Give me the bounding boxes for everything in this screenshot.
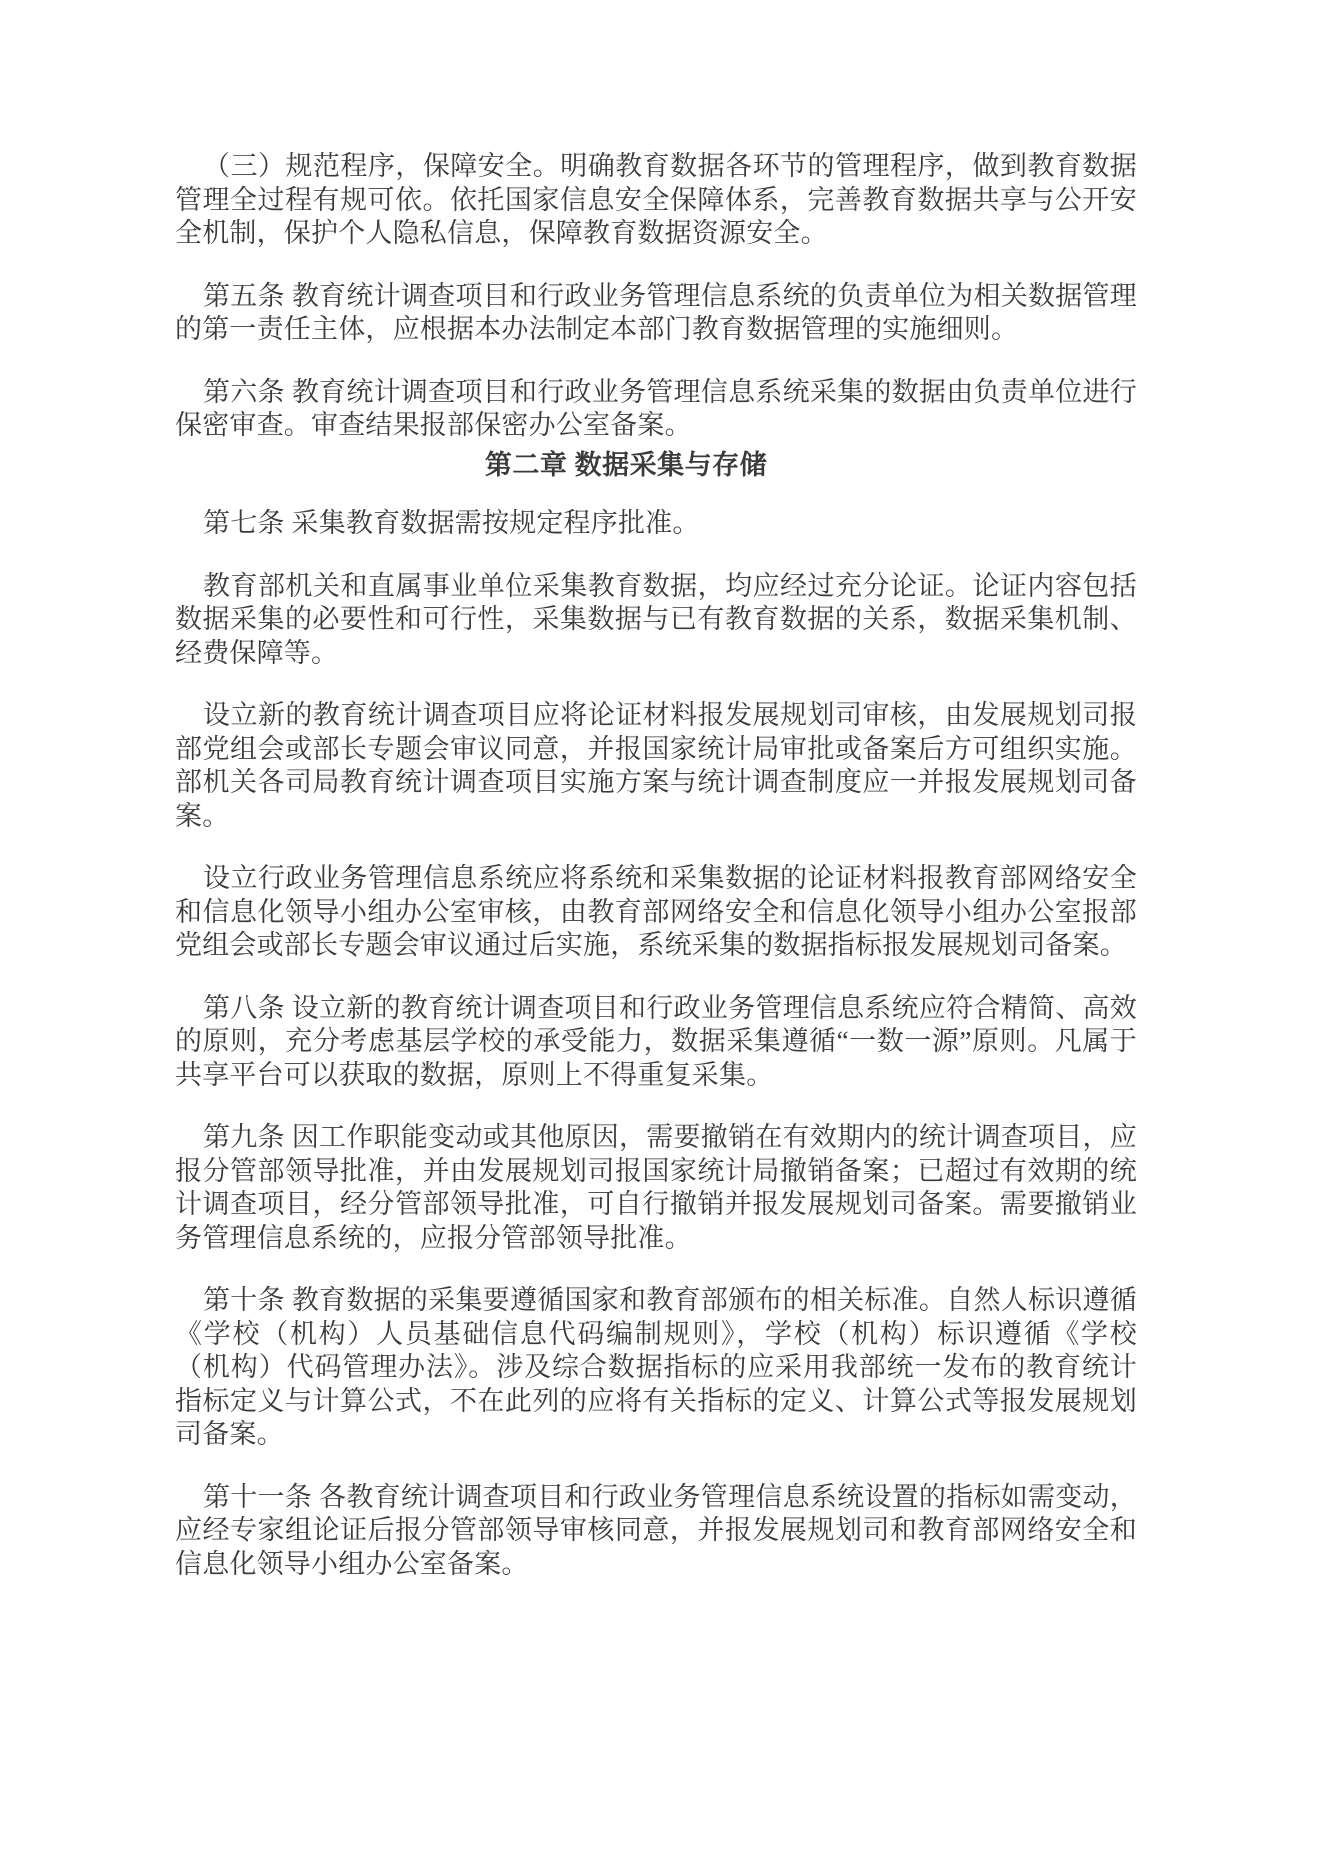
paragraph-new-admin-system: 设立行政业务管理信息系统应将系统和采集数据的论证材料报教育部网络安全和信息化领导小组办公室审核，由教育部网络安全和信息化领导小组办公室报部党组会或部长专题会审议通过后实施，系统采集的数据指标报发展规划司备案。 (175, 863, 1137, 960)
paragraph-article-6: 第六条 教育统计调查项目和行政业务管理信息系统采集的数据由负责单位进行保密审查。审查结果报部保密办公室备案。 (175, 376, 1137, 440)
paragraph-article-8: 第八条 设立新的教育统计调查项目和行政业务管理信息系统应符合精简、高效的原则，充分考虑基层学校的承受能力，数据采集遵循“一数一源”原则。凡属于共享平台可以获取的数据，原则上不得重复采集。 (175, 992, 1137, 1090)
document-page (175, 150, 1137, 1610)
paragraph-article-7: 第七条 采集教育数据需按规定程序批准。 (203, 508, 700, 538)
paragraph-article-10: 第十条 教育数据的采集要遵循国家和教育部颁布的相关标准。自然人标识遵循《学校（机构）人员基础信息代码编制规则》，学校（机构）标识遵循《学校（机构）代码管理办法》。涉及综合数据指标的应采用我部统一发布的教育统计指标定义与计算公式，不在此列的应将有关指标的定义、计算公式等报发展规划司备案。 (175, 1285, 1137, 1449)
chapter-heading: 第二章 数据采集与存储 (484, 449, 768, 480)
paragraph-article-7-detail: 教育部机关和直属事业单位采集教育数据，均应经过充分论证。论证内容包括数据采集的必要性和可行性，采集数据与已有教育数据的关系，数据采集机制、经费保障等。 (175, 570, 1137, 668)
paragraph-principle-3: （三）规范程序，保障安全。明确教育数据各环节的管理程序，做到教育数据管理全过程有规可依。依托国家信息安全保障体系，完善教育数据共享与公开安全机制，保护个人隐私信息，保障教育数据资源安全。 (175, 151, 1137, 248)
paragraph-article-11: 第十一条 各教育统计调查项目和行政业务管理信息系统设置的指标如需变动，应经专家组论证后报分管部领导审核同意，并报发展规划司和教育部网络安全和信息化领导小组办公室备案。 (175, 1481, 1137, 1579)
paragraph-article-5: 第五条 教育统计调查项目和行政业务管理信息系统的负责单位为相关数据管理的第一责任主体，应根据本办法制定本部门教育数据管理的实施细则。 (175, 280, 1137, 344)
paragraph-new-statistics-project: 设立新的教育统计调查项目应将论证材料报发展规划司审核，由发展规划司报部党组会或部长专题会审议同意，并报国家统计局审批或备案后方可组织实施。部机关各司局教育统计调查项目实施方案与统计调查制度应一并报发展规划司备案。 (175, 700, 1137, 831)
paragraph-article-9: 第九条 因工作职能变动或其他原因，需要撤销在有效期内的统计调查项目，应报分管部领导批准，并由发展规划司报国家统计局撤销备案；已超过有效期的统计调查项目，经分管部领导批准，可自行撤销并报发展规划司备案。需要撤销业务管理信息系统的，应报分管部领导批准。 (175, 1122, 1137, 1253)
